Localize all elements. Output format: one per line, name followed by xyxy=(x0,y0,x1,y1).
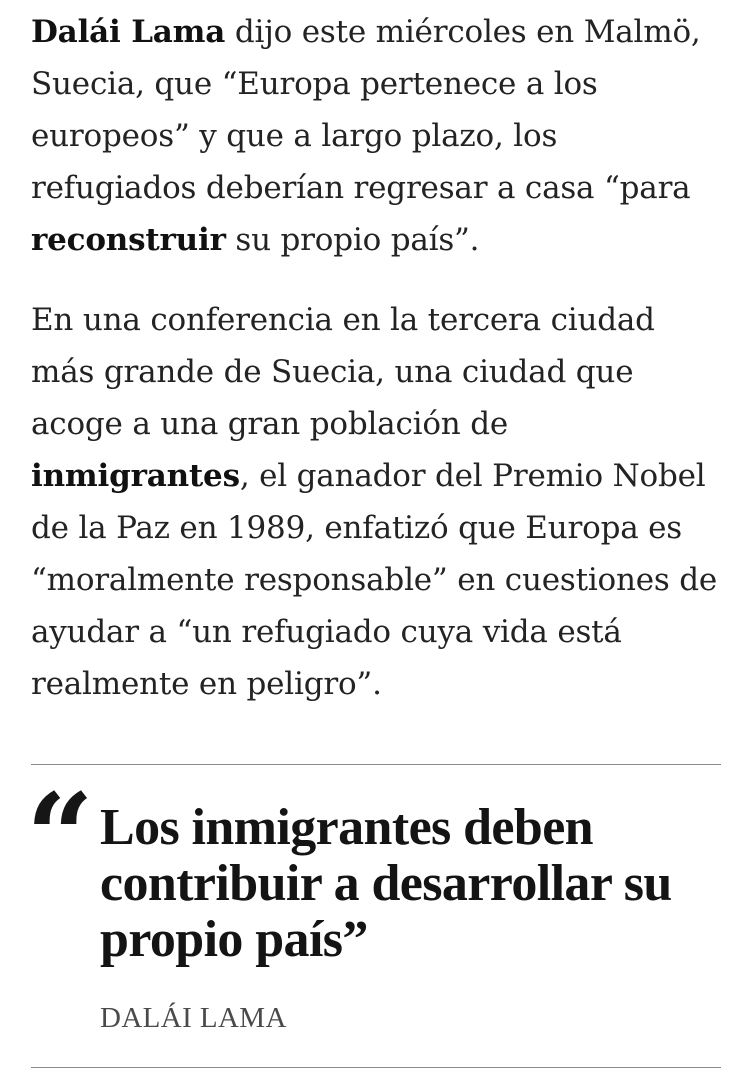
text-run: dijo este miércoles en Malmö, Suecia, que “Europa pertenece a los europeos” y que a largo plazo, los refugiados deberían regresar a casa “para xyxy=(31,14,701,206)
paragraph-2 xyxy=(31,294,721,710)
quote-mark-icon: “ xyxy=(26,767,94,906)
pullquote-attribution: DALÁI LAMA xyxy=(100,1002,287,1034)
pullquote-top-divider xyxy=(31,764,721,765)
article-body xyxy=(31,6,721,710)
text-bold: inmigrantes xyxy=(31,458,240,494)
pullquote-text: Los inmigrantes deben contribuir a desarrollar su propio país” xyxy=(100,799,672,968)
text-run: En una conferencia en la tercera ciudad más grande de Suecia, una ciudad que acoge a una gran población de xyxy=(31,302,655,442)
text-bold: reconstruir xyxy=(31,222,226,258)
paragraph-1 xyxy=(31,6,721,266)
pullquote-bottom-divider xyxy=(31,1067,721,1068)
text-run: , el ganador del Premio Nobel de la Paz en 1989, enfatizó que Europa es “moralmente responsable” en cuestiones de ayudar a “un refugiado cuya vida está realmente en peligro”. xyxy=(31,458,718,702)
text-run: su propio país”. xyxy=(225,222,480,258)
text-bold: Dalái Lama xyxy=(31,14,226,50)
